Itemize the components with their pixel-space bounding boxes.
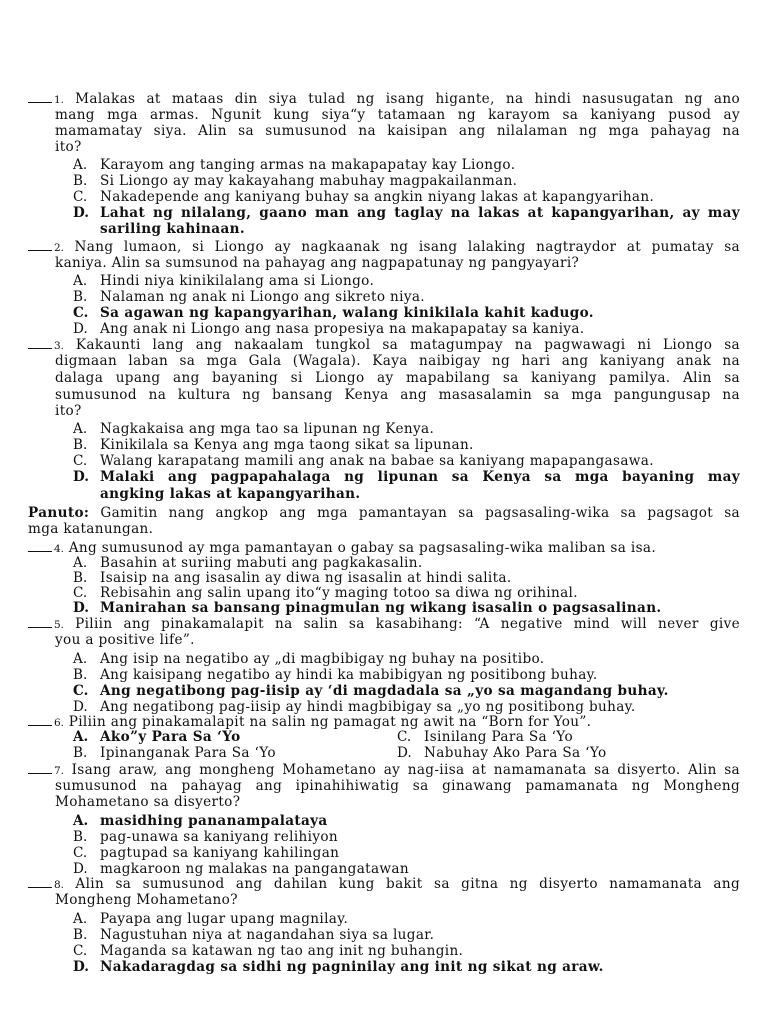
question-stem-line: dalaga upang ang bayaning si Liongo ay mapabilang sa kaniyang pamilya. Alin sa bbox=[55, 370, 740, 386]
option-text: Sa agawan ng kapangyarihan, walang kinikilala kahit kadugo. bbox=[100, 305, 594, 321]
question-number: 2. bbox=[54, 242, 65, 254]
option-text: Ang negatibong pag-iisip ay hindi magbibigay sa „yo ng positibong buhay. bbox=[100, 699, 636, 715]
question-stem-text: Piliin ang pinakamalapit na salin sa kasabihang: “A negative mind will never give bbox=[75, 616, 740, 632]
option-letter: D. bbox=[73, 205, 90, 221]
option-letter: D. bbox=[73, 600, 90, 616]
option-letter: C. bbox=[73, 683, 89, 699]
question-stem-text: Nang lumaon, si Liongo ay nagkaanak ng isang lalaking nagtraydor at pumatay sa bbox=[74, 239, 741, 255]
option-letter: C. bbox=[73, 453, 88, 469]
option-letter: B. bbox=[73, 829, 88, 845]
option-text: Malaki ang pagpapahalaga ng lipunan sa Kenya sa mga bayaning may bbox=[100, 469, 740, 485]
option-letter: A. bbox=[73, 911, 88, 927]
option-letter: A. bbox=[73, 157, 88, 173]
option-letter: B. bbox=[73, 927, 88, 943]
question-number: 8. bbox=[54, 879, 65, 891]
answer-blank[interactable] bbox=[28, 337, 52, 349]
option-letter: B. bbox=[73, 667, 88, 683]
option-text: Isinilang Para Sa ‘Yo bbox=[424, 729, 573, 745]
panuto-line bbox=[28, 505, 740, 521]
question-number: 5. bbox=[54, 619, 65, 631]
question-stem-line: sumusunod na kultura ng bansang Kenya ang masasalamin sa mga pangungusap na bbox=[55, 387, 740, 403]
question-stem-line bbox=[28, 762, 740, 779]
option-text: Lahat ng nilalang, gaano man ang taglay na lakas at kapangyarihan, ay may bbox=[100, 205, 740, 221]
option-text: Manirahan sa bansang pinagmulan ng wikang isasalin o pagsasalinan. bbox=[100, 600, 662, 616]
question-stem-line bbox=[28, 337, 740, 354]
question-stem-line bbox=[28, 91, 740, 108]
question-stem-text: Isang araw, ang mongheng Mohametano ay nag-iisa at namamanata sa disyerto. Alin sa bbox=[71, 762, 740, 778]
option-text: sariling kahinaan. bbox=[100, 221, 245, 237]
panuto-label: Panuto: bbox=[28, 505, 90, 521]
option-letter: B. bbox=[73, 173, 88, 189]
option-text: Si Liongo ay may kakayahang mabuhay magpakailanman. bbox=[100, 173, 518, 189]
question-stem-line: mamamatay siya. Alin sa sumusunod na kaisipan ang nilalaman ng mga pahayag na bbox=[55, 123, 740, 139]
question-stem-line: Mongheng Mohametano? bbox=[55, 892, 238, 908]
option-text: Nagkakaisa ang mga tao sa lipunan ng Kenya. bbox=[100, 421, 435, 437]
question-stem-line: ito? bbox=[55, 403, 82, 419]
option-text: Basahin at suriing mabuti ang pagkakasalin. bbox=[100, 555, 423, 571]
question-stem-line: you a positive life”. bbox=[55, 632, 195, 648]
option-text: Ako”y Para Sa ‘Yo bbox=[100, 729, 241, 745]
question-stem-line: ito? bbox=[55, 139, 82, 155]
option-letter: A. bbox=[73, 651, 88, 667]
option-text: magkaroon ng malakas na pangangatawan bbox=[100, 861, 409, 877]
option-letter: A. bbox=[73, 729, 89, 745]
option-text: Ang kaisipang negatibo ay hindi ka mabibigyan ng positibong buhay. bbox=[100, 667, 598, 683]
option-letter: B. bbox=[73, 437, 88, 453]
question-number: 4. bbox=[54, 543, 65, 555]
option-text: Ang negatibong pag-iisip ay ‘di magdadala sa „yo sa magandang buhay. bbox=[100, 683, 669, 699]
option-letter: A. bbox=[73, 421, 88, 437]
question-stem-line: Mohametano sa disyerto? bbox=[55, 794, 241, 810]
option-letter: C. bbox=[73, 189, 88, 205]
question-stem-line: digmaan laban sa mga Gala (Wagala). Kaya naibigay ng hari ang kaniyang anak na bbox=[55, 353, 740, 369]
option-letter: D. bbox=[73, 469, 90, 485]
question-stem-text: Piliin ang pinakamalapit na salin ng pamagat ng awit na “Born for You”. bbox=[68, 714, 592, 730]
option-letter: A. bbox=[73, 813, 89, 829]
answer-blank[interactable] bbox=[28, 876, 52, 888]
question-stem-line: kaniya. Alin sa sumsunod na pahayag ang nagpapatunay ng pangyayari? bbox=[55, 255, 580, 271]
option-text: Rebisahin ang salin upang ito“y maging totoo sa diwa ng orihinal. bbox=[100, 585, 578, 601]
option-letter: D. bbox=[73, 699, 88, 715]
option-letter: D. bbox=[73, 959, 90, 975]
option-text: Kinikilala sa Kenya ang mga taong sikat sa lipunan. bbox=[100, 437, 474, 453]
option-letter: B. bbox=[73, 289, 88, 305]
option-text: angking lakas at kapangyarihan. bbox=[100, 486, 361, 502]
option-letter: C. bbox=[397, 729, 412, 745]
question-stem-line bbox=[28, 616, 740, 633]
option-text: pagtupad sa kaniyang kahilingan bbox=[100, 845, 340, 861]
option-text: Ang anak ni Liongo ang nasa propesiya na makapapatay sa kaniya. bbox=[100, 321, 585, 337]
option-text: Payapa ang lugar upang magnilay. bbox=[100, 911, 349, 927]
answer-blank[interactable] bbox=[28, 540, 52, 552]
panuto-text: Gamitin nang angkop ang mga pamantayan sa pagsasaling-wika sa pagsagot sa bbox=[100, 505, 741, 521]
option-text: Nalaman ng anak ni Liongo ang sikreto niya. bbox=[100, 289, 425, 305]
option-letter: D. bbox=[73, 321, 88, 337]
option-text: Ang isip na negatibo ay „di magbibigay ng buhay na positibo. bbox=[100, 651, 545, 667]
option-letter: D. bbox=[397, 745, 412, 761]
option-text: Ipinanganak Para Sa ‘Yo bbox=[100, 745, 276, 761]
answer-blank[interactable] bbox=[28, 616, 52, 628]
option-text: Isaisip na ang isasalin ay diwa ng isasalin at hindi salita. bbox=[100, 570, 512, 586]
option-text: Hindi niya kinikilalang ama si Liongo. bbox=[100, 273, 375, 289]
question-stem-text: Ang sumusunod ay mga pamantayan o gabay sa pagsasaling-wika maliban sa isa. bbox=[68, 540, 657, 556]
option-text: Nabuhay Ako Para Sa ‘Yo bbox=[424, 745, 607, 761]
option-text: Karayom ang tanging armas na makapapatay kay Liongo. bbox=[100, 157, 516, 173]
question-number: 1. bbox=[54, 94, 65, 106]
answer-blank[interactable] bbox=[28, 91, 52, 103]
option-text: Walang karapatang mamili ang anak na babae sa kaniyang mapapangasawa. bbox=[100, 453, 654, 469]
option-text: Nagustuhan niya at nagandahan siya sa lugar. bbox=[100, 927, 435, 943]
question-number: 7. bbox=[54, 765, 65, 777]
question-stem-line: sumusunod na pahayag ang ipinahihiwatig sa ginawang pamamanata ng Mongheng bbox=[55, 778, 740, 794]
option-letter: A. bbox=[73, 273, 88, 289]
option-text: Nakadaragdag sa sidhi ng pagninilay ang init ng sikat ng araw. bbox=[100, 959, 604, 975]
option-text: pag-unawa sa kaniyang relihiyon bbox=[100, 829, 338, 845]
question-stem-line bbox=[28, 239, 740, 256]
question-stem-text: Kakaunti lang ang nakaalam tungkol sa matagumpay na pagwawagi ni Liongo sa bbox=[75, 337, 740, 353]
option-letter: C. bbox=[73, 943, 88, 959]
answer-blank[interactable] bbox=[28, 714, 52, 726]
question-stem-line: mang mga armas. Ngunit kung siya“y tatamaan ng karayom sa kaniyang pusod ay bbox=[55, 107, 740, 123]
option-letter: C. bbox=[73, 305, 89, 321]
option-letter: A. bbox=[73, 555, 88, 571]
option-letter: C. bbox=[73, 845, 88, 861]
option-letter: C. bbox=[73, 585, 88, 601]
option-letter: B. bbox=[73, 570, 88, 586]
option-text: Maganda sa katawan ng tao ang init ng buhangin. bbox=[100, 943, 464, 959]
question-stem-text: Malakas at mataas din siya tulad ng isang higante, na hindi nasusugatan ng ano bbox=[75, 91, 741, 107]
option-text: masidhing pananampalataya bbox=[100, 813, 328, 829]
panuto-line: mga katanungan. bbox=[28, 521, 154, 537]
question-number: 3. bbox=[54, 340, 65, 352]
answer-blank[interactable] bbox=[28, 239, 52, 251]
question-stem-line bbox=[28, 876, 740, 893]
option-letter: B. bbox=[73, 745, 88, 761]
question-stem-text: Alin sa sumusunod ang dahilan kung bakit sa gitna ng disyerto namamanata ang bbox=[75, 876, 740, 892]
answer-blank[interactable] bbox=[28, 762, 52, 774]
question-number: 6. bbox=[54, 717, 65, 729]
option-text: Nakadepende ang kaniyang buhay sa angkin niyang lakas at kapangyarihan. bbox=[100, 189, 655, 205]
option-letter: D. bbox=[73, 861, 88, 877]
